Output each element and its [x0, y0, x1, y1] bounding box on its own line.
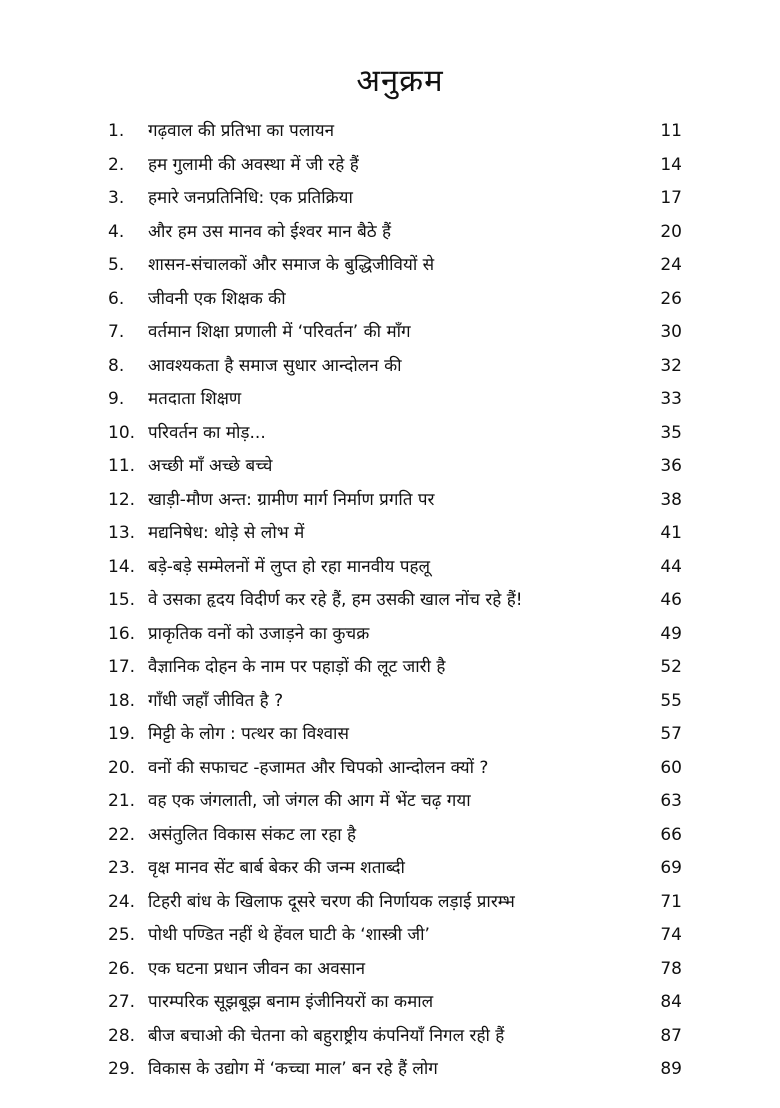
entry-title: शासन-संचालकों और समाज के बुद्धिजीवियों से: [148, 255, 435, 275]
entry-title: मद्यनिषेध: थोड़े से लोभ में: [148, 523, 305, 543]
entry-page-number: 71: [660, 891, 682, 912]
toc-entry: [108, 787, 682, 821]
toc-entry: [108, 687, 682, 721]
toc-entry: [108, 486, 682, 520]
entry-title: गाँधी जहाँ जीवित है ?: [148, 690, 284, 711]
entry-page-number: 60: [660, 757, 682, 778]
entry-number: 5.: [108, 255, 125, 275]
entry-title: वे उसका हृदय विदीर्ण कर रहे हैं, हम उसकी खाल नोंच रहे हैं!: [148, 590, 523, 610]
entry-number: 11.: [108, 456, 136, 476]
entry-page-number: 32: [660, 355, 682, 376]
entry-number: 7.: [108, 322, 125, 342]
toc-entry: [108, 251, 682, 285]
entry-page-number: 38: [660, 489, 682, 510]
entry-title: वह एक जंगलाती, जो जंगल की आग में भेंट चढ़ गया: [148, 791, 471, 811]
entry-number: 23.: [108, 858, 136, 878]
entry-title: मतदाता शिक्षण: [148, 389, 242, 409]
entry-title: हमारे जनप्रतिनिधि: एक प्रतिक्रिया: [148, 188, 353, 208]
entry-title: पारम्परिक सूझबूझ बनाम इंजीनियरों का कमाल: [148, 992, 434, 1012]
entry-number: 2.: [108, 154, 125, 175]
entry-number: 17.: [108, 657, 136, 677]
entry-page-number: 33: [660, 389, 682, 409]
entry-title: वृक्ष मानव सेंट बार्ब बेकर की जन्म शताब्दी: [148, 858, 405, 878]
toc-entry: [108, 620, 682, 654]
entry-page-number: 26: [660, 288, 682, 309]
entry-number: 20.: [108, 757, 136, 778]
entry-page-number: 55: [660, 690, 682, 711]
toc-entry: [108, 921, 682, 955]
toc-entry: [108, 720, 682, 754]
entry-title: जीवनी एक शिक्षक की: [148, 288, 286, 309]
entry-number: 18.: [108, 690, 136, 711]
entry-page-number: 11: [660, 121, 682, 141]
entry-number: 28.: [108, 1025, 136, 1046]
entry-title: खाड़ी-मौण अन्त: ग्रामीण मार्ग निर्माण प्रगति पर: [148, 489, 435, 510]
toc-entry: [108, 888, 682, 922]
toc-entry: [108, 352, 682, 386]
entry-page-number: 17: [660, 188, 682, 208]
entry-number: 27.: [108, 992, 136, 1012]
entry-page-number: 63: [660, 791, 682, 811]
entry-title: मिट्टी के लोग : पत्थर का विश्वास: [148, 724, 349, 744]
toc-entry: [108, 821, 682, 855]
entry-title: हम गुलामी की अवस्था में जी रहे हैं: [148, 154, 359, 175]
entry-number: 22.: [108, 824, 136, 845]
entry-number: 29.: [108, 1059, 136, 1079]
entry-number: 16.: [108, 623, 136, 644]
toc-entry: [108, 586, 682, 620]
toc-entry: [108, 452, 682, 486]
entry-page-number: 69: [660, 858, 682, 878]
entry-page-number: 57: [660, 724, 682, 744]
toc-entry: [108, 117, 682, 151]
entry-title: विकास के उद्योग में ‘कच्चा माल’ बन रहे हैं लोग: [148, 1059, 438, 1079]
entry-title: असंतुलित विकास संकट ला रहा है: [148, 824, 357, 845]
entry-title: पोथी पण्डित नहीं थे हेंवल घाटी के ‘शास्त्री जी’: [148, 925, 430, 945]
toc-entry: [108, 318, 682, 352]
toc-entry: [108, 1055, 682, 1089]
entry-page-number: 66: [660, 824, 682, 845]
entry-number: 9.: [108, 389, 125, 409]
entry-number: 3.: [108, 188, 125, 208]
entry-page-number: 20: [660, 221, 682, 242]
toc-entry: [108, 754, 682, 788]
entry-page-number: 24: [660, 255, 682, 275]
entry-number: 14.: [108, 556, 136, 577]
entry-title: वनों की सफाचट -हजामत और चिपको आन्दोलन क्यों ?: [148, 757, 489, 778]
entry-number: 8.: [108, 355, 125, 376]
toc-entry: [108, 553, 682, 587]
entry-number: 1.: [108, 121, 125, 141]
entry-title: अच्छी माँ अच्छे बच्चे: [148, 456, 273, 476]
table-of-contents: [108, 117, 682, 1089]
entry-page-number: 89: [660, 1059, 682, 1079]
toc-entry: [108, 184, 682, 218]
entry-title: गढ़वाल की प्रतिभा का पलायन: [148, 121, 335, 141]
entry-page-number: 49: [660, 623, 682, 644]
entry-number: 25.: [108, 925, 136, 945]
entry-title: और हम उस मानव को ईश्वर मान बैठे हैं: [148, 221, 392, 242]
entry-number: 21.: [108, 791, 136, 811]
toc-entry: [108, 385, 682, 419]
entry-title: परिवर्तन का मोड़...: [148, 422, 266, 443]
entry-page-number: 14: [660, 154, 682, 175]
entry-page-number: 41: [660, 523, 682, 543]
toc-entry: [108, 285, 682, 319]
toc-entry: [108, 218, 682, 252]
entry-page-number: 87: [660, 1025, 682, 1046]
toc-entry: [108, 955, 682, 989]
entry-title: प्राकृतिक वनों को उजाड़ने का कुचक्र: [148, 623, 370, 644]
entry-page-number: 30: [660, 322, 682, 342]
entry-title: एक घटना प्रधान जीवन का अवसान: [148, 958, 366, 979]
entry-page-number: 84: [660, 992, 682, 1012]
entry-title: बड़े-बड़े सम्मेलनों में लुप्त हो रहा मानवीय पहलू: [148, 556, 431, 577]
page-title: अनुक्रम: [356, 62, 444, 99]
entry-page-number: 44: [660, 556, 682, 577]
toc-entry: [108, 854, 682, 888]
entry-page-number: 74: [660, 925, 682, 945]
entry-title: वर्तमान शिक्षा प्रणाली में ‘परिवर्तन’ की माँग: [148, 322, 411, 342]
entry-number: 10.: [108, 422, 136, 443]
entry-page-number: 78: [660, 958, 682, 979]
toc-entry: [108, 151, 682, 185]
entry-number: 19.: [108, 724, 136, 744]
entry-number: 6.: [108, 288, 125, 309]
entry-page-number: 35: [660, 422, 682, 443]
entry-title: टिहरी बांध के खिलाफ दूसरे चरण की निर्णायक लड़ाई प्रारम्भ: [148, 891, 515, 912]
entry-page-number: 52: [660, 657, 682, 677]
entry-number: 12.: [108, 489, 136, 510]
toc-entry: [108, 419, 682, 453]
entry-title: बीज बचाओ की चेतना को बहुराष्ट्रीय कंपनियाँ निगल रही हैं: [148, 1025, 505, 1046]
toc-entry: [108, 519, 682, 553]
entry-page-number: 36: [660, 456, 682, 476]
entry-number: 26.: [108, 958, 136, 979]
toc-entry: [108, 1022, 682, 1056]
entry-number: 13.: [108, 523, 136, 543]
toc-entry: [108, 653, 682, 687]
entry-number: 15.: [108, 590, 136, 610]
entry-page-number: 46: [660, 590, 682, 610]
entry-title: आवश्यकता है समाज सुधार आन्दोलन की: [148, 355, 402, 376]
entry-title: वैज्ञानिक दोहन के नाम पर पहाड़ों की लूट जारी है: [148, 657, 446, 677]
entry-number: 4.: [108, 221, 125, 242]
toc-entry: [108, 988, 682, 1022]
entry-number: 24.: [108, 891, 136, 912]
